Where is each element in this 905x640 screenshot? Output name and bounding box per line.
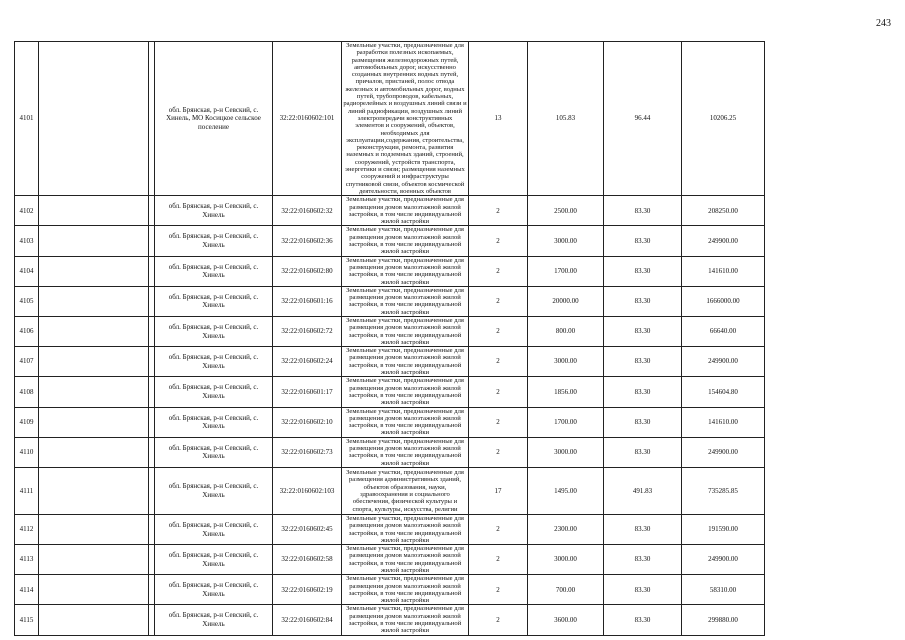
land-use-cell: Земельные участки, предназначенные для размещения домов малоэтажной жилой застройки, в том числе индивидуальной жилой застройки	[342, 316, 469, 346]
row-number-cell: 4106	[15, 316, 39, 346]
specific-value-cell: 491.83	[604, 467, 682, 514]
area-cell: 105.83	[528, 42, 604, 196]
use-code-cell: 2	[469, 226, 528, 256]
address-cell: обл. Брянская, р-н Севский, с. Хинель	[155, 256, 273, 286]
cadastral-value-cell: 141610.00	[682, 256, 765, 286]
specific-value-cell: 83.30	[604, 575, 682, 605]
cadastral-value-cell: 735285.85	[682, 467, 765, 514]
cadastral-number-cell: 32:22:0160602:72	[273, 316, 342, 346]
cadastral-number-cell: 32:22:0160602:58	[273, 545, 342, 575]
row-number-cell: 4107	[15, 347, 39, 377]
area-cell: 1495.00	[528, 467, 604, 514]
address-cell: обл. Брянская, р-н Севский, с. Хинель	[155, 467, 273, 514]
empty-cell	[39, 377, 149, 407]
table-row	[15, 407, 765, 437]
table-row	[15, 437, 765, 467]
area-cell: 3600.00	[528, 605, 604, 635]
specific-value-cell: 83.30	[604, 514, 682, 544]
cadastral-value-cell: 249900.00	[682, 226, 765, 256]
address-cell: обл. Брянская, р-н Севский, с. Хинель	[155, 514, 273, 544]
empty-cell	[39, 347, 149, 377]
land-use-cell: Земельные участки, предназначенные для размещения домов малоэтажной жилой застройки, в том числе индивидуальной жилой застройки	[342, 407, 469, 437]
empty-cell	[39, 42, 149, 196]
cadastral-number-cell: 32:22:0160601:17	[273, 377, 342, 407]
area-cell: 1700.00	[528, 407, 604, 437]
cadastral-number-cell: 32:22:0160602:36	[273, 226, 342, 256]
cadastral-value-cell: 299880.00	[682, 605, 765, 635]
land-use-cell: Земельные участки, предназначенные для размещения домов малоэтажной жилой застройки, в том числе индивидуальной жилой застройки	[342, 377, 469, 407]
land-use-cell: Земельные участки, предназначенные для разработки полезных ископаемых, размещения железнодорожных путей, автомобильных дорог, искусственно созданных внутренних водных путей, причалов, пристаней, полос отвода железных и автомобильных дорог, водных путей, трубопроводов, кабельных, радиорелейных и воздушных линий связи и линий радиофикации, воздушных линий электропередачи конструктивных элементов и сооружений, объектов, необходимых для эксплуатации,содержания, строительства, реконструкции, ремонта, развития наземных и подземных зданий, строений, сооружений, устройств транспорта, энергетики и связи; размещения наземных сооружений и инфраструктуры спутниковой связи, объектов космической деятельности, военных объектов	[343, 42, 467, 195]
area-cell: 20000.00	[528, 286, 604, 316]
address-cell: обл. Брянская, р-н Севский, с. Хинель	[155, 286, 273, 316]
cadastral-table-container	[14, 41, 765, 636]
use-code-cell: 2	[469, 286, 528, 316]
use-code-cell: 2	[469, 407, 528, 437]
land-use-cell: Земельные участки, предназначенные для размещения домов малоэтажной жилой застройки, в том числе индивидуальной жилой застройки	[342, 514, 469, 544]
use-code-cell: 2	[469, 196, 528, 226]
empty-cell	[39, 545, 149, 575]
land-use-cell: Земельные участки, предназначенные для размещения домов малоэтажной жилой застройки, в том числе индивидуальной жилой застройки	[342, 605, 469, 635]
empty-cell	[39, 407, 149, 437]
empty-cell	[39, 437, 149, 467]
empty-cell	[39, 256, 149, 286]
specific-value-cell: 83.30	[604, 437, 682, 467]
cadastral-value-cell: 249900.00	[682, 347, 765, 377]
area-cell: 3000.00	[528, 437, 604, 467]
address-cell: обл. Брянская, р-н Севский, с. Хинель	[155, 437, 273, 467]
address-cell: обл. Брянская, р-н Севский, с. Хинель, МО Косицкое сельское поселение	[155, 42, 273, 196]
empty-cell	[39, 514, 149, 544]
table-row	[15, 575, 765, 605]
cadastral-number-cell: 32:22:0160602:84	[273, 605, 342, 635]
land-use-cell: Земельные участки, предназначенные для размещения домов малоэтажной жилой застройки, в том числе индивидуальной жилой застройки	[342, 196, 469, 226]
table-row	[15, 42, 765, 196]
area-cell: 3000.00	[528, 347, 604, 377]
empty-cell	[39, 575, 149, 605]
land-use-cell: Земельные участки, предназначенные для размещения домов малоэтажной жилой застройки, в том числе индивидуальной жилой застройки	[342, 575, 469, 605]
cadastral-number-cell: 32:22:0160602:32	[273, 196, 342, 226]
specific-value-cell: 83.30	[604, 256, 682, 286]
row-number-cell: 4112	[15, 514, 39, 544]
cadastral-value-cell: 191590.00	[682, 514, 765, 544]
specific-value-cell: 83.30	[604, 286, 682, 316]
specific-value-cell: 83.30	[604, 407, 682, 437]
cadastral-number-cell: 32:22:0160601:16	[273, 286, 342, 316]
table-row	[15, 256, 765, 286]
table-body	[15, 42, 765, 636]
area-cell: 3000.00	[528, 226, 604, 256]
use-code-cell: 2	[469, 437, 528, 467]
page-number: 243	[876, 18, 891, 29]
empty-cell	[39, 467, 149, 514]
land-use-cell: Земельные участки, предназначенные для размещения домов малоэтажной жилой застройки, в том числе индивидуальной жилой застройки	[342, 286, 469, 316]
area-cell: 1700.00	[528, 256, 604, 286]
area-cell: 3000.00	[528, 545, 604, 575]
specific-value-cell: 83.30	[604, 545, 682, 575]
use-code-cell: 2	[469, 545, 528, 575]
address-cell: обл. Брянская, р-н Севский, с. Хинель	[155, 196, 273, 226]
use-code-cell: 13	[469, 42, 528, 196]
table-row	[15, 316, 765, 346]
address-cell: обл. Брянская, р-н Севский, с. Хинель	[155, 316, 273, 346]
address-cell: обл. Брянская, р-н Севский, с. Хинель	[155, 575, 273, 605]
area-cell: 2500.00	[528, 196, 604, 226]
table-row	[15, 226, 765, 256]
use-code-cell: 2	[469, 514, 528, 544]
area-cell: 700.00	[528, 575, 604, 605]
table-row	[15, 545, 765, 575]
specific-value-cell: 83.30	[604, 226, 682, 256]
cadastral-number-cell: 32:22:0160602:103	[273, 467, 342, 514]
table-row	[15, 286, 765, 316]
cadastral-value-cell: 249900.00	[682, 545, 765, 575]
use-code-cell: 17	[469, 467, 528, 514]
row-number-cell: 4108	[15, 377, 39, 407]
cadastral-value-cell: 141610.00	[682, 407, 765, 437]
table-row	[15, 377, 765, 407]
cadastral-number-cell: 32:22:0160602:45	[273, 514, 342, 544]
specific-value-cell: 83.30	[604, 196, 682, 226]
specific-value-cell: 83.30	[604, 377, 682, 407]
table-row	[15, 605, 765, 635]
land-use-cell: Земельные участки, предназначенные для размещения домов малоэтажной жилой застройки, в том числе индивидуальной жилой застройки	[342, 347, 469, 377]
cadastral-value-cell: 66640.00	[682, 316, 765, 346]
empty-cell	[39, 286, 149, 316]
row-number-cell: 4114	[15, 575, 39, 605]
row-number-cell: 4110	[15, 437, 39, 467]
area-cell: 2300.00	[528, 514, 604, 544]
land-use-cell: Земельные участки, предназначенные для размещения домов малоэтажной жилой застройки, в том числе индивидуальной жилой застройки	[342, 256, 469, 286]
row-number-cell: 4113	[15, 545, 39, 575]
cadastral-number-cell: 32:22:0160602:19	[273, 575, 342, 605]
empty-cell	[39, 196, 149, 226]
use-code-cell: 2	[469, 605, 528, 635]
cadastral-value-cell: 154604.80	[682, 377, 765, 407]
address-cell: обл. Брянская, р-н Севский, с. Хинель	[155, 407, 273, 437]
use-code-cell: 2	[469, 256, 528, 286]
address-cell: обл. Брянская, р-н Севский, с. Хинель	[155, 545, 273, 575]
specific-value-cell: 96.44	[604, 42, 682, 196]
cadastral-number-cell: 32:22:0160602:80	[273, 256, 342, 286]
land-use-cell: Земельные участки, предназначенные для размещения домов малоэтажной жилой застройки, в том числе индивидуальной жилой застройки	[342, 437, 469, 467]
cadastral-value-cell: 249900.00	[682, 437, 765, 467]
use-code-cell: 2	[469, 377, 528, 407]
cadastral-value-cell: 208250.00	[682, 196, 765, 226]
row-number-cell: 4115	[15, 605, 39, 635]
row-number-cell: 4102	[15, 196, 39, 226]
cadastral-value-table	[14, 41, 765, 636]
cadastral-number-cell: 32:22:0160602:101	[273, 42, 342, 196]
address-cell: обл. Брянская, р-н Севский, с. Хинель	[155, 377, 273, 407]
table-row	[15, 467, 765, 514]
use-code-cell: 2	[469, 316, 528, 346]
row-number-cell: 4104	[15, 256, 39, 286]
specific-value-cell: 83.30	[604, 605, 682, 635]
row-number-cell: 4111	[15, 467, 39, 514]
cadastral-number-cell: 32:22:0160602:10	[273, 407, 342, 437]
cadastral-number-cell: 32:22:0160602:73	[273, 437, 342, 467]
address-cell: обл. Брянская, р-н Севский, с. Хинель	[155, 347, 273, 377]
row-number-cell: 4101	[15, 42, 39, 196]
specific-value-cell: 83.30	[604, 316, 682, 346]
address-cell: обл. Брянская, р-н Севский, с. Хинель	[155, 605, 273, 635]
row-number-cell: 4105	[15, 286, 39, 316]
row-number-cell: 4109	[15, 407, 39, 437]
table-row	[15, 514, 765, 544]
use-code-cell: 2	[469, 347, 528, 377]
land-use-cell: Земельные участки, предназначенные для размещения домов малоэтажной жилой застройки, в том числе индивидуальной жилой застройки	[342, 545, 469, 575]
cadastral-value-cell: 1666000.00	[682, 286, 765, 316]
cadastral-number-cell: 32:22:0160602:24	[273, 347, 342, 377]
specific-value-cell: 83.30	[604, 347, 682, 377]
use-code-cell: 2	[469, 575, 528, 605]
empty-cell	[39, 226, 149, 256]
empty-cell	[39, 316, 149, 346]
empty-cell	[39, 605, 149, 635]
cadastral-value-cell: 58310.00	[682, 575, 765, 605]
address-cell: обл. Брянская, р-н Севский, с. Хинель	[155, 226, 273, 256]
area-cell: 800.00	[528, 316, 604, 346]
table-row	[15, 196, 765, 226]
table-row	[15, 347, 765, 377]
cadastral-value-cell: 10206.25	[682, 42, 765, 196]
land-use-cell: Земельные участки, предназначенные для размещения домов малоэтажной жилой застройки, в том числе индивидуальной жилой застройки	[342, 226, 469, 256]
area-cell: 1856.00	[528, 377, 604, 407]
land-use-cell: Земельные участки, предназначенные для размещения административных зданий, объектов образования, науки, здравоохранения и социального обеспечения, физической культуры и спорта, культуры, искусства, религии	[342, 467, 469, 514]
row-number-cell: 4103	[15, 226, 39, 256]
